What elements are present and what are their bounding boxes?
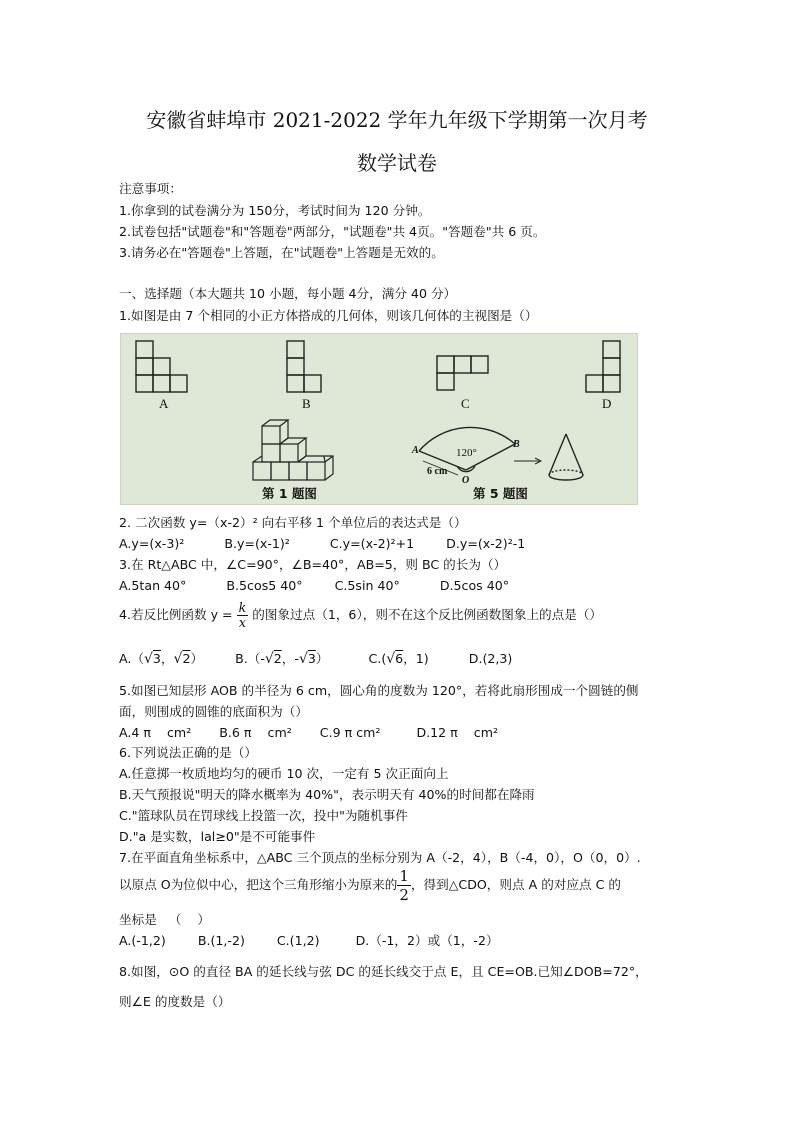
question-figure-panel <box>120 333 638 505</box>
option-b-view-diagram <box>287 341 321 392</box>
question-3-options: A.5tan 40° B.5cos5 40° C.5sin 40° D.5cos 40° <box>119 578 510 593</box>
point-o-label: O <box>462 475 470 486</box>
option-c-label: C <box>461 396 470 411</box>
fraction-one-half: $\frac{1}{2}$ <box>399 867 409 904</box>
question-8-line-1: 8.如图，⊙O 的直径 BA 的延长线与弦 DC 的延长线交于点 E，且 CE=OB.已知∠DOB=72°， <box>119 964 648 979</box>
question-7-line-3: 坐标是 （ ） <box>119 912 210 927</box>
section-1-heading: 一、选择题（本大题共 10 小题，每小题 4分，满分 40 分） <box>119 286 457 301</box>
question-2-options: A.y=(x-3)² B.y=(x-1)² C.y=(x-2)²+1 D.y=(x-2)²-1 <box>119 536 526 551</box>
sector-angle-label: 120° <box>456 447 477 459</box>
arrow-icon <box>514 458 541 464</box>
question-5-line-1: 5.如图已知层形 AOB 的半径为 6 cm，圆心角的度数为 120°，若将此扇形围成一个圆链的侧 <box>119 683 639 698</box>
question-7-line-1: 7.在平面直角坐标系中，△ABC 三个顶点的坐标分别为 A（-2，4），B（-4，0），O（0，0）. <box>119 850 641 865</box>
question-4-stem: 4.若反比例函数 y = $\frac{k}{x}$ 的图象过点（1，6），则不在这个反比例函数图象上的点是（） <box>119 600 603 630</box>
option-a-view-diagram <box>136 341 187 392</box>
notice-item-3: 3.请务必在"答题卷"上答题，在"试题卷"上答题是无效的。 <box>119 245 444 260</box>
figure-1-caption: 第 1 题图 <box>262 486 317 501</box>
question-1-stem: 1.如图是由 7 个相同的小正方体搭成的几何体，则该几何体的主视图是（） <box>119 308 538 323</box>
question-6-option-b: B.天气预报说"明天的降水概率为 40%"，表示明天有 40%的时间都在降雨 <box>119 787 535 802</box>
option-b-label: B <box>302 396 311 411</box>
question-2-stem: 2. 二次函数 y=（x-2）² 向右平移 1 个单位后的表达式是（） <box>119 515 467 530</box>
question-5-line-2: 面，则围成的圆锥的底面积为（） <box>119 704 308 719</box>
question-4-options: A.（√3，√2） B.（-√2，-√3） C.(√6，1) D.(2,3) <box>119 651 513 667</box>
option-c-view-diagram <box>437 356 488 390</box>
sector-radius-label: 6 cm <box>427 466 448 477</box>
question-3-stem: 3.在 Rt△ABC 中，∠C=90°，∠B=40°，AB=5，则 BC 的长为（） <box>119 557 507 572</box>
question-8-line-2: 则∠E 的度数是（） <box>119 994 231 1009</box>
option-d-label: D <box>602 396 612 411</box>
point-a-label: A <box>412 445 419 456</box>
cone-diagram <box>549 434 583 480</box>
exam-subtitle: 数学试卷 <box>357 151 437 175</box>
cube-stack-diagram <box>253 420 333 480</box>
point-b-label: B <box>513 439 520 450</box>
option-d-view-diagram <box>586 341 620 392</box>
question-6-stem: 6.下列说法正确的是（） <box>119 745 257 760</box>
notice-item-1: 1.你拿到的试卷满分为 150分，考试时间为 120 分钟。 <box>119 203 431 218</box>
question-7-options: A.(-1,2) B.(1,-2) C.(1,2) D.（-1，2）或（1，-2） <box>119 933 499 948</box>
option-a-label: A <box>159 396 169 411</box>
question-7-line-2: 以原点 O为位似中心，把这个三角形缩小为原来的 $\frac{1}{2}$ ，得到△CDO，则点 A 的对应点 C 的 <box>119 867 621 904</box>
fraction-k-over-x: $\frac{k}{x}$ <box>238 600 247 630</box>
notice-heading: 注意事项： <box>119 181 182 196</box>
question-5-options: A.4 π cm² B.6 π cm² C.9 π cm² D.12 π cm² <box>119 725 499 740</box>
notice-item-2: 2.试卷包括"试题卷"和"答题卷"两部分，"试题卷"共 4页。"答题卷"共 6 页。 <box>119 224 546 239</box>
question-6-option-d: D."a 是实数，lal≥0"是不可能事件 <box>119 829 316 844</box>
exam-title: 安徽省蚌埠市 2021-2022 学年九年级下学期第一次月考 <box>146 108 648 132</box>
figure-5-caption: 第 5 题图 <box>473 486 528 501</box>
question-6-option-a: A.任意掷一枚质地均匀的硬币 10 次，一定有 5 次正面向上 <box>119 766 449 781</box>
question-6-option-c: C."篮球队员在罚球线上投篮一次，投中"为随机事件 <box>119 808 408 823</box>
